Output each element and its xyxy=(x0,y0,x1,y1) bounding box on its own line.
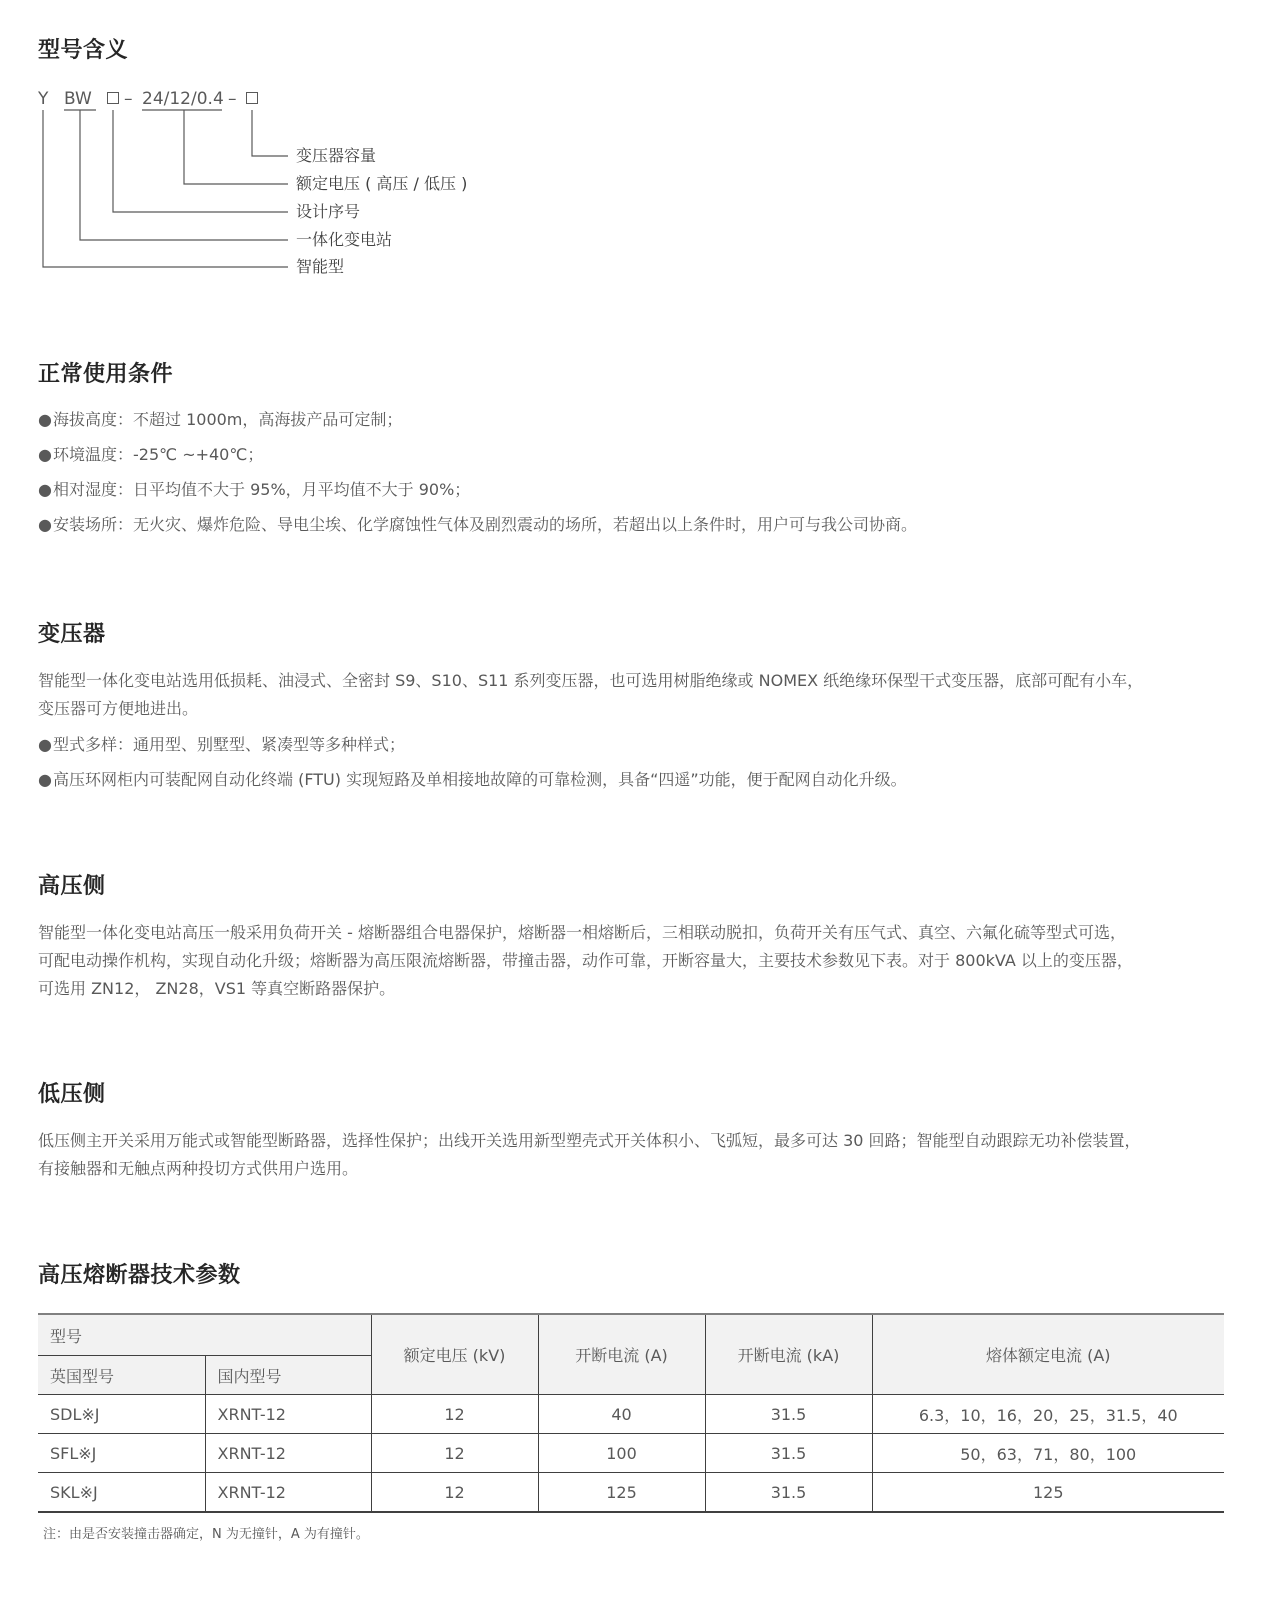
transformer-list xyxy=(38,735,907,805)
diagram-label-design-serial: 设计序号 xyxy=(296,202,361,221)
table-footnote: 注：由是否安装撞击器确定，N 为无撞针，A 为有撞针。 xyxy=(43,1527,369,1542)
cell-uk-model: SKL※J xyxy=(38,1473,205,1513)
list-item: ●环境温度：-25℃ ~+40℃； xyxy=(38,445,264,464)
cell-rated-voltage: 12 xyxy=(371,1473,538,1513)
cell-breaking-current-ka: 31.5 xyxy=(705,1473,872,1513)
table-row xyxy=(38,1473,1224,1513)
bullet-dot-icon: ● xyxy=(38,770,52,789)
transformer-paragraph xyxy=(38,667,1238,723)
bullet-dot-icon: ● xyxy=(38,445,52,464)
bullet-dot-icon: ● xyxy=(38,515,52,534)
code-dash: – xyxy=(228,89,237,109)
placeholder-box-icon xyxy=(246,92,258,104)
cell-cn-model: XRNT-12 xyxy=(205,1434,371,1473)
cell-cn-model: XRNT-12 xyxy=(205,1473,371,1513)
paragraph-line: 低压侧主开关采用万能式或智能型断路器，选择性保护；出线开关选用新型塑壳式开关体积小、飞弧短，最多可达 30 回路；智能型自动跟踪无功补偿装置， xyxy=(38,1131,1141,1150)
list-item: ●高压环网柜内可装配网自动化终端 (FTU) 实现短路及单相接地故障的可靠检测，具备“四遥”功能，便于配网自动化升级。 xyxy=(38,770,907,789)
cell-uk-model: SDL※J xyxy=(38,1395,205,1434)
header-model: 型号 xyxy=(38,1314,371,1356)
paragraph-line: 有接触器和无触点两种投切方式供用户选用。 xyxy=(38,1159,359,1178)
conditions-list xyxy=(38,410,917,550)
bullet-dot-icon: ● xyxy=(38,480,52,499)
cell-rated-voltage: 12 xyxy=(371,1395,538,1434)
code-bw: BW xyxy=(64,89,92,109)
list-item: ●海拔高度：不超过 1000m，高海拔产品可定制； xyxy=(38,410,403,429)
cell-breaking-current-ka: 31.5 xyxy=(705,1434,872,1473)
header-rated-voltage: 额定电压 (kV) xyxy=(371,1314,538,1395)
section-heading-fuse-params: 高压熔断器技术参数 xyxy=(38,1263,241,1288)
cell-breaking-current-ka: 31.5 xyxy=(705,1395,872,1434)
list-item: ●型式多样：通用型、别墅型、紧凑型等多种样式； xyxy=(38,735,406,754)
section-heading-conditions: 正常使用条件 xyxy=(38,362,174,387)
fuse-spec-table xyxy=(38,1313,1224,1513)
hv-side-paragraph xyxy=(38,919,1238,1003)
cell-breaking-current-a: 40 xyxy=(538,1395,705,1434)
bullet-dot-icon: ● xyxy=(38,410,52,429)
cell-fuse-rated-current: 6.3，10，16，20，25，31.5，40 xyxy=(872,1395,1224,1434)
section-heading-lv-side: 低压侧 xyxy=(38,1082,106,1107)
code-dash: – xyxy=(124,89,133,109)
header-uk-model: 英国型号 xyxy=(38,1356,205,1395)
paragraph-line: 变压器可方便地进出。 xyxy=(38,699,199,718)
paragraph-line: 可选用 ZN12， ZN28，VS1 等真空断路器保护。 xyxy=(38,979,396,998)
lv-side-paragraph xyxy=(38,1127,1238,1183)
code-spec: 24/12/0.4 xyxy=(142,89,224,109)
diagram-label-voltage: 额定电压 ( 高压 / 低压 ) xyxy=(296,174,468,193)
section-heading-model-meaning: 型号含义 xyxy=(38,38,129,63)
cell-breaking-current-a: 100 xyxy=(538,1434,705,1473)
cell-rated-voltage: 12 xyxy=(371,1434,538,1473)
model-code-diagram xyxy=(38,88,558,288)
cell-fuse-rated-current: 50，63，71，80，100 xyxy=(872,1434,1224,1473)
list-item: ●相对湿度：日平均值不大于 95%，月平均值不大于 90%； xyxy=(38,480,471,499)
code-y: Y xyxy=(38,89,49,109)
header-cn-model: 国内型号 xyxy=(205,1356,371,1395)
cell-uk-model: SFL※J xyxy=(38,1434,205,1473)
paragraph-line: 智能型一体化变电站高压一般采用负荷开关 - 熔断器组合电器保护，熔断器一相熔断后，三相联动脱扣，负荷开关有压气式、真空、六氟化硫等型式可选， xyxy=(38,923,1126,942)
cell-cn-model: XRNT-12 xyxy=(205,1395,371,1434)
list-item: ●安装场所：无火灾、爆炸危险、导电尘埃、化学腐蚀性气体及剧烈震动的场所，若超出以上条件时，用户可与我公司协商。 xyxy=(38,515,918,534)
placeholder-box-icon xyxy=(107,92,119,104)
table-row xyxy=(38,1434,1224,1473)
diagram-label-integrated-substation: 一体化变电站 xyxy=(296,230,393,249)
header-fuse-rated-current: 熔体额定电流 (A) xyxy=(872,1314,1224,1395)
header-breaking-current-a: 开断电流 (A) xyxy=(538,1314,705,1395)
paragraph-line: 可配电动操作机构，实现自动化升级；熔断器为高压限流熔断器，带撞击器，动作可靠，开断容量大，主要技术参数见下表。对于 800kVA 以上的变压器， xyxy=(38,951,1133,970)
cell-breaking-current-a: 125 xyxy=(538,1473,705,1513)
diagram-label-capacity: 变压器容量 xyxy=(296,146,377,165)
bullet-dot-icon: ● xyxy=(38,735,52,754)
cell-fuse-rated-current: 125 xyxy=(872,1473,1224,1513)
header-breaking-current-ka: 开断电流 (kA) xyxy=(705,1314,872,1395)
section-heading-hv-side: 高压侧 xyxy=(38,874,106,899)
section-heading-transformer: 变压器 xyxy=(38,622,106,647)
table-row xyxy=(38,1395,1224,1434)
diagram-label-intelligent: 智能型 xyxy=(296,257,345,276)
paragraph-line: 智能型一体化变电站选用低损耗、油浸式、全密封 S9、S10、S11 系列变压器，也可选用树脂绝缘或 NOMEX 纸绝缘环保型干式变压器，底部可配有小车， xyxy=(38,671,1144,690)
